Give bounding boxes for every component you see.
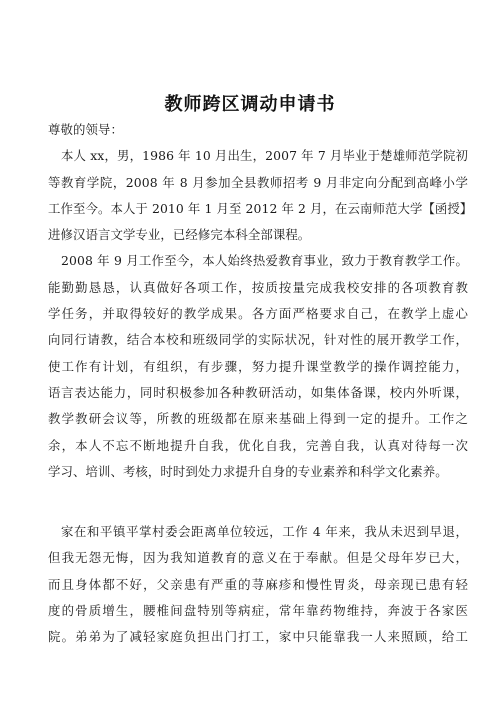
paragraph-2-line: 语言表达能力，同时积极参加各种教研活动，如集体备课，校内外听课， xyxy=(48,384,468,400)
paragraph-2-line: 2008 年 9 月工作至今，本人始终热爱教育事业，致力于教育教学工作。 xyxy=(61,253,468,269)
paragraph-3-line: 院。弟弟为了减轻家庭负担出门打工，家中只能靠我一人来照顾，给工 xyxy=(48,629,468,645)
paragraph-1-line: 本人 xx，男，1986 年 10 月出生，2007 年 7 月毕业于楚雄师范学院初 xyxy=(61,148,468,164)
paragraph-3-line: 但我无怨无悔，因为我知道教育的意义在于奉献。但是父母年岁已大， xyxy=(48,550,468,566)
paragraph-spacer xyxy=(48,485,468,519)
paragraph-2-line: 使工作有计划，有组织，有步骤，努力提升课堂教学的操作调控能力， xyxy=(48,358,468,374)
paragraph-3-line: 度的骨质增生，腰椎间盘特别等病症，常年靠药物维持，奔波于各家医 xyxy=(48,603,468,619)
paragraph-1-line: 工作至今。本人于 2010 年 1 月至 2012 年 2 月，在云南师范大学【函授】 xyxy=(48,200,473,216)
paragraph-1-line: 进修汉语言文学专业，已经修完本科全部课程。 xyxy=(48,227,311,243)
paragraph-3-line: 而且身体都不好，父亲患有严重的荨麻疹和慢性胃炎，母亲现已患有轻 xyxy=(48,576,468,592)
paragraph-2-line: 向同行请教，结合本校和班级同学的实际状况，针对性的展开教学工作， xyxy=(48,332,468,348)
paragraph-2-line: 余，本人不忘不断地提升自我，优化自我，完善自我，认真对待每一次 xyxy=(48,437,468,453)
paragraph-1-line: 等教育学院，2008 年 8 月参加全县教师招考 9 月非定向分配到高峰小学 xyxy=(48,174,468,190)
paragraph-2-line: 教学教研会议等，所教的班级都在原来基础上得到一定的提升。工作之 xyxy=(48,411,468,427)
paragraph-2-line: 能勤勤恳恳，认真做好各项工作，按质按量完成我校安排的各项教育教 xyxy=(48,279,468,295)
salutation: 尊敬的领导： xyxy=(48,122,123,137)
paragraph-2-line: 学习、培训、考核，时时到处力求提升自身的专业素养和科学文化素养。 xyxy=(48,463,448,479)
paragraph-3-line: 家在和平镇平掌村委会距离单位较远，工作 4 年来，我从未迟到早退， xyxy=(61,524,468,540)
paragraph-2-line: 学任务，并取得较好的教学成果。各方面严格要求自己，在教学上虚心 xyxy=(48,306,468,322)
page-title: 教师跨区调动申请书 xyxy=(164,94,336,115)
letter-body xyxy=(48,117,473,651)
